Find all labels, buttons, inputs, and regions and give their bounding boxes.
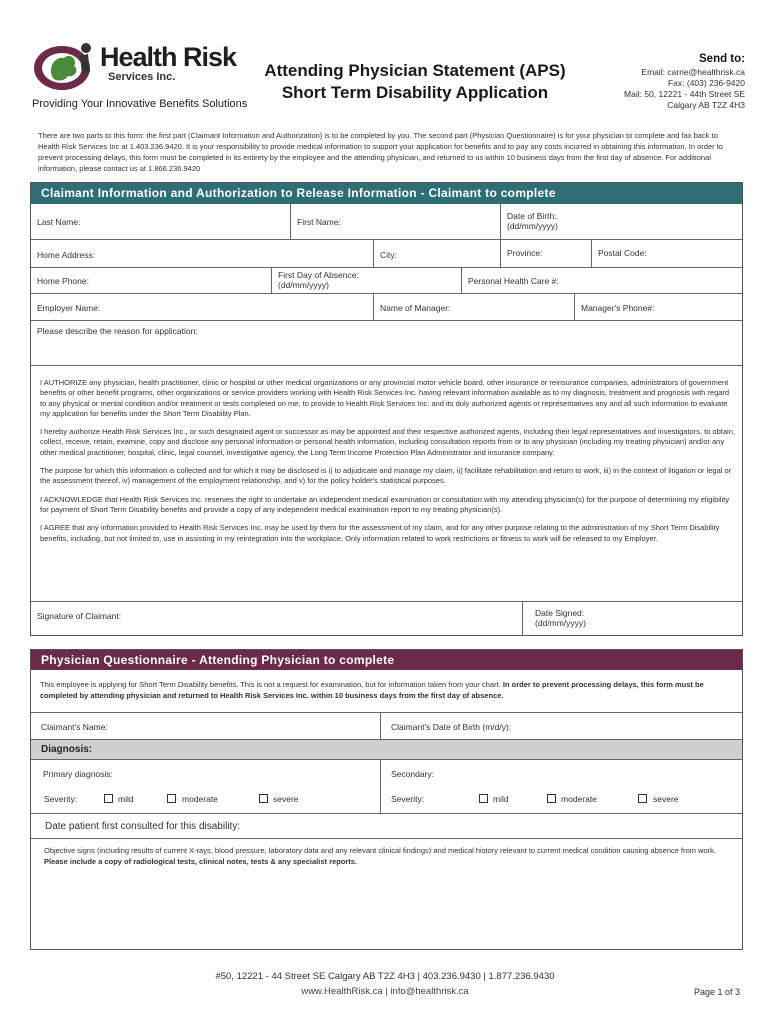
logo-subtitle: Services Inc. <box>108 71 176 83</box>
home-address-field[interactable]: Home Address: <box>31 240 374 268</box>
form-title <box>250 60 580 104</box>
claimant-name-field[interactable]: Claimant's Name: <box>31 712 381 740</box>
moderate-label-primary: moderate <box>182 794 218 804</box>
manager-phone-field[interactable]: Manager's Phone#: <box>575 294 742 321</box>
mild-label-primary: mild <box>118 794 134 804</box>
moderate-label-secondary: moderate <box>561 794 597 804</box>
reason-field[interactable]: Please describe the reason for application: <box>31 321 742 366</box>
objective-signs-plain: Objective signs (including results of current X-rays, blood pressure, laboratory data and any relevant clinical findings) and medical history relevant to current medical condition causing absence from work. <box>44 846 716 855</box>
footer-address: #50, 12221 - 44 Street SE Calgary AB T2Z 4H3 | 403.236.9430 | 1.877.236.9430 <box>215 971 555 982</box>
title-line-2: Short Term Disability Application <box>281 83 549 102</box>
date-of-birth-field[interactable]: Date of Birth: (dd/mm/yyyy) <box>501 204 742 240</box>
moderate-checkbox-secondary[interactable] <box>547 794 556 803</box>
severe-label-secondary: severe <box>653 794 679 804</box>
home-phone-field[interactable]: Home Phone: <box>31 268 272 294</box>
claimant-dob-field[interactable]: Claimant's Date of Birth (m/d/y): <box>381 712 742 740</box>
first-day-absence-field[interactable]: First Day of Absence: (dd/mm/yyyy) <box>272 268 462 294</box>
page-number: Page 1 of 3 <box>693 987 740 997</box>
section2-heading: Physician Questionnaire - Attending Physician to complete <box>31 650 742 670</box>
company-logo <box>30 38 248 118</box>
employer-name-field[interactable]: Employer Name: <box>31 294 374 321</box>
mild-label-secondary: mild <box>493 794 509 804</box>
manager-name-field[interactable]: Name of Manager: <box>374 294 575 321</box>
signature-field[interactable]: Signature of Claimant: <box>31 601 523 636</box>
mild-checkbox-secondary[interactable] <box>479 794 488 803</box>
send-to-city: Calgary AB T2Z 4H3 <box>667 100 745 110</box>
auth-paragraph-4: I ACKNOWLEDGE that Health Risk Services Inc. reserves the right to undertake an independent medical examination or consultation with my attending physician(s) for the purpose of determining my eligibility for payment of Short Term Disability benefits and provide a copy of any independent medical examination report to my treating physician(s). <box>40 494 730 514</box>
primary-diagnosis-field[interactable]: Primary diagnosis: <box>31 760 381 786</box>
auth-paragraph-1: I AUTHORIZE any physician, health practitioner, clinic or hospital or other medical organizations or any provincial motor vehicle board, other insurance or reinsurance companies, administrators of government benefits or other benefit programs, other organizations or service providers working with Health Risk Services Inc. having relevant information available as to my diagnosis, treatment and prognosis with regard to any physical or mental condition and/or treatment or tests completed on me, to provide to Health Risk Services Inc. and its duly authorized agents or representatives any and all such information to evaluate my application for benefits under the Short Term Disability Plan. <box>40 378 730 418</box>
city-field[interactable]: City: <box>374 240 501 268</box>
authorization-text <box>40 378 736 552</box>
severity-label-primary: Severity: <box>44 794 78 804</box>
page-footer <box>0 969 770 999</box>
physician-intro <box>40 679 730 701</box>
severe-label-primary: severe <box>273 794 299 804</box>
auth-paragraph-3: The purpose for which this information is collected and for which it may be disclosed is i) to adjudicate and manage my claim, ii) facilitate rehabilitation and return to work, iii) in the context of litigation or legal or the assessment thereof, iv) management of the employment relationship, and v) for the policy holder's statistical purposes. <box>40 466 732 486</box>
severity-label-secondary: Severity: <box>391 794 425 804</box>
date-signed-field[interactable]: Date Signed: (dd/mm/yyyy) <box>523 601 742 636</box>
send-to-mail: Mail: 50, 12221 - 44th Street SE <box>624 89 745 99</box>
diagnosis-heading: Diagnosis: <box>31 740 742 760</box>
physician-intro-bold: In order to prevent processing delays, this form must be completed by attending physician and returned to Health Risk Services Inc. within 10 business days from the first day of absence. <box>40 680 704 700</box>
send-to-heading: Send to: <box>699 53 745 65</box>
auth-paragraph-5: I AGREE that any information provided to Health Risk Services Inc. may be used by them for the assessment of my claim, and for any other purpose relating to the administration of my Short Term Disability benefits, including, but not limited to, use in assisting in my reintegration into the workplace. Only information related to work restrictions or fitness to work will be released to my Employer. <box>40 523 720 543</box>
mild-checkbox-primary[interactable] <box>104 794 113 803</box>
logo-tagline: Providing Your Innovative Benefits Solutions <box>32 98 248 110</box>
logo-name: Health Risk <box>100 42 237 72</box>
physician-intro-plain: This employee is applying for Short Term Disability benefits. This is not a request for examination, but for information taken from your chart. <box>40 680 501 689</box>
secondary-diagnosis-field[interactable]: Secondary: <box>391 769 434 779</box>
section1-heading: Claimant Information and Authorization to Release Information - Claimant to complete <box>31 183 742 204</box>
first-name-field[interactable]: First Name: <box>291 204 501 240</box>
moderate-checkbox-primary[interactable] <box>167 794 176 803</box>
send-to-fax: Fax: (403) 236-9420 <box>667 78 745 88</box>
objective-signs-field[interactable] <box>44 846 730 867</box>
logo-mark-icon <box>30 38 100 93</box>
province-field[interactable]: Province: <box>501 240 592 268</box>
auth-paragraph-2: I hereby authorize Health Risk Services Inc., or such designated agent or successor as may be appointed and their respective authorized agents, including their legal representatives and investigators, to obtain, collect, receive, retain, examine, copy and disclose any personal information or personal health information, including consultation reports from or to any physician (including my treating physician) and/or any other medical practitioner, hospital, clinic, legal counsel, investigative agency, the Long Term Income Protection Plan Administrator and insurance company. <box>40 427 735 457</box>
intro-text: There are two parts to this form: the first part (Claimant Information and Authorization) is to be completed by you. The second part (Physician Questionnaire) is for your physician to complete and fax back to Health Risk Services Inc at 1.403.236.9420. It is your responsibility to provide medical information to support your application for benefits and to pay any costs incurred in obtaining this information. In order to prevent processing delays, this form must be completed in its entirety by the employee and the attending physician, and returned to us within 10 business days from the first day of absence. For additional information, please contact us at 1.866.236.9420 <box>38 131 723 173</box>
footer-web[interactable]: www.HealthRisk.ca | info@healthrisk.ca <box>301 986 469 997</box>
date-first-consulted-field[interactable]: Date patient first consulted for this disability: <box>31 814 742 839</box>
objective-signs-bold: Please include a copy of radiological tests, clinical notes, tests & any specialist reports. <box>44 856 358 866</box>
title-line-1: Attending Physician Statement (APS) <box>264 61 566 80</box>
send-to-block <box>624 54 745 111</box>
health-card-field[interactable]: Personal Health Care #: <box>462 268 742 294</box>
severe-checkbox-primary[interactable] <box>259 794 268 803</box>
last-name-field[interactable]: Last Name: <box>31 204 291 240</box>
severe-checkbox-secondary[interactable] <box>638 794 647 803</box>
postal-code-field[interactable]: Postal Code: <box>592 240 742 268</box>
send-to-email: Email: carrie@healthrisk.ca <box>641 67 745 77</box>
